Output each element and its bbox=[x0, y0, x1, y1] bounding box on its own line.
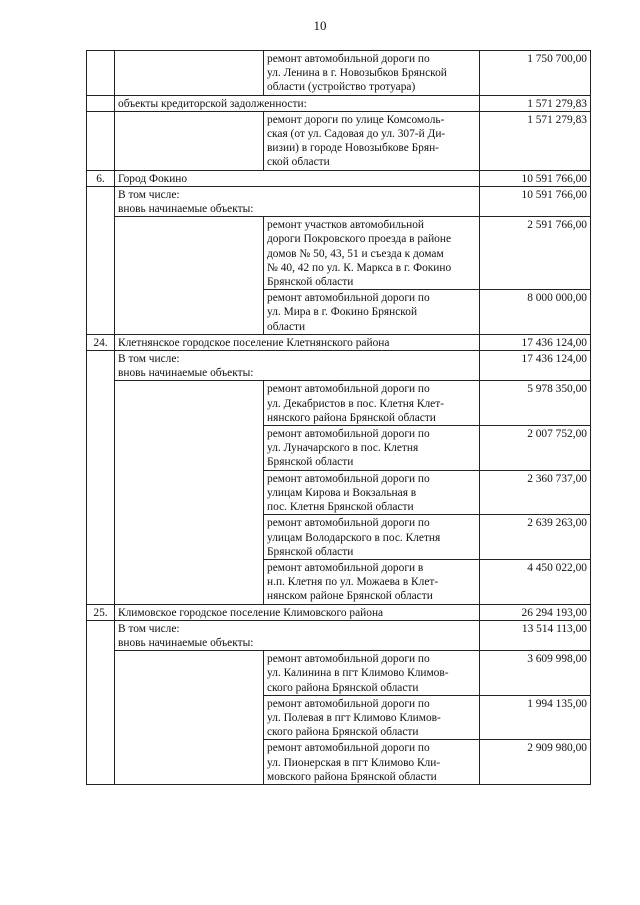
object-description: ремонт участков автомобильной дороги Покровского проезда в районе домов № 50, 43, 51 и съезда к домам № 40, 42 по ул. К. Маркса в г. Фокино Брянской области bbox=[264, 217, 480, 290]
including-sum: 17 436 124,00 bbox=[480, 351, 591, 381]
object-description: ремонт автомобильной дороги по ул. Декабристов в пос. Клетня Клет- нянского района Брянской области bbox=[264, 381, 480, 426]
municipality-sum: 26 294 193,00 bbox=[480, 604, 591, 620]
table-row bbox=[87, 604, 591, 620]
object-sum: 1 571 279,83 bbox=[480, 111, 591, 170]
objects-table bbox=[86, 50, 591, 785]
table-row bbox=[87, 334, 591, 350]
object-sum: 4 450 022,00 bbox=[480, 559, 591, 604]
object-sum: 1 750 700,00 bbox=[480, 51, 591, 96]
municipality-name: Климовское городское поселение Климовского района bbox=[115, 604, 480, 620]
object-sum: 2 909 980,00 bbox=[480, 740, 591, 785]
row-number: 6. bbox=[87, 170, 115, 186]
page-number: 10 bbox=[313, 18, 327, 33]
table-row bbox=[87, 651, 591, 696]
object-sum: 2 360 737,00 bbox=[480, 470, 591, 515]
object-description: ремонт автомобильной дороги по ул. Ленина в г. Новозыбков Брянской области (устройство тротуара) bbox=[264, 51, 480, 96]
object-sum: 3 609 998,00 bbox=[480, 651, 591, 696]
table-row bbox=[87, 217, 591, 290]
group-sum: 1 571 279,83 bbox=[480, 95, 591, 111]
including-label: В том числе: вновь начинаемые объекты: bbox=[115, 186, 480, 216]
table-row bbox=[87, 170, 591, 186]
table-row bbox=[87, 186, 591, 216]
municipality-name: Город Фокино bbox=[115, 170, 480, 186]
table-row bbox=[87, 351, 591, 381]
row-number: 25. bbox=[87, 604, 115, 620]
including-label: В том числе: вновь начинаемые объекты: bbox=[115, 351, 480, 381]
object-description: ремонт автомобильной дороги по ул. Калинина в пгт Климово Климов- ского района Брянской области bbox=[264, 651, 480, 696]
object-sum: 2 007 752,00 bbox=[480, 426, 591, 471]
table-row bbox=[87, 51, 591, 96]
object-description: ремонт автомобильной дороги по ул. Луначарского в пос. Клетня Брянской области bbox=[264, 426, 480, 471]
table-row bbox=[87, 620, 591, 650]
object-description: ремонт автомобильной дороги по улицам Володарского в пос. Клетня Брянской области bbox=[264, 515, 480, 560]
object-sum: 2 591 766,00 bbox=[480, 217, 591, 290]
table-row bbox=[87, 381, 591, 426]
object-description: ремонт автомобильной дороги по улицам Кирова и Вокзальная в пос. Клетня Брянской области bbox=[264, 470, 480, 515]
group-label: объекты кредиторской задолженности: bbox=[115, 95, 480, 111]
table-row bbox=[87, 111, 591, 170]
row-number: 24. bbox=[87, 334, 115, 350]
object-description: ремонт автомобильной дороги по ул. Полевая в пгт Климово Климов- ского района Брянской области bbox=[264, 695, 480, 740]
object-description: ремонт автомобильной дороги по ул. Мира в г. Фокино Брянской области bbox=[264, 290, 480, 335]
object-sum: 5 978 350,00 bbox=[480, 381, 591, 426]
object-description: ремонт автомобильной дороги по ул. Пионерская в пгт Климово Кли- мовского района Брянской области bbox=[264, 740, 480, 785]
object-sum: 8 000 000,00 bbox=[480, 290, 591, 335]
object-description: ремонт дороги по улице Комсомоль- ская (от ул. Садовая до ул. 307-й Ди- визии) в городе Новозыбкове Брян- ской области bbox=[264, 111, 480, 170]
including-label: В том числе: вновь начинаемые объекты: bbox=[115, 620, 480, 650]
object-description: ремонт автомобильной дороги в н.п. Клетня по ул. Можаева в Клет- нянском районе Брянской области bbox=[264, 559, 480, 604]
object-sum: 2 639 263,00 bbox=[480, 515, 591, 560]
including-sum: 13 514 113,00 bbox=[480, 620, 591, 650]
municipality-name: Клетнянское городское поселение Клетнянского района bbox=[115, 334, 480, 350]
table-row bbox=[87, 95, 591, 111]
municipality-sum: 17 436 124,00 bbox=[480, 334, 591, 350]
object-sum: 1 994 135,00 bbox=[480, 695, 591, 740]
including-sum: 10 591 766,00 bbox=[480, 186, 591, 216]
municipality-sum: 10 591 766,00 bbox=[480, 170, 591, 186]
